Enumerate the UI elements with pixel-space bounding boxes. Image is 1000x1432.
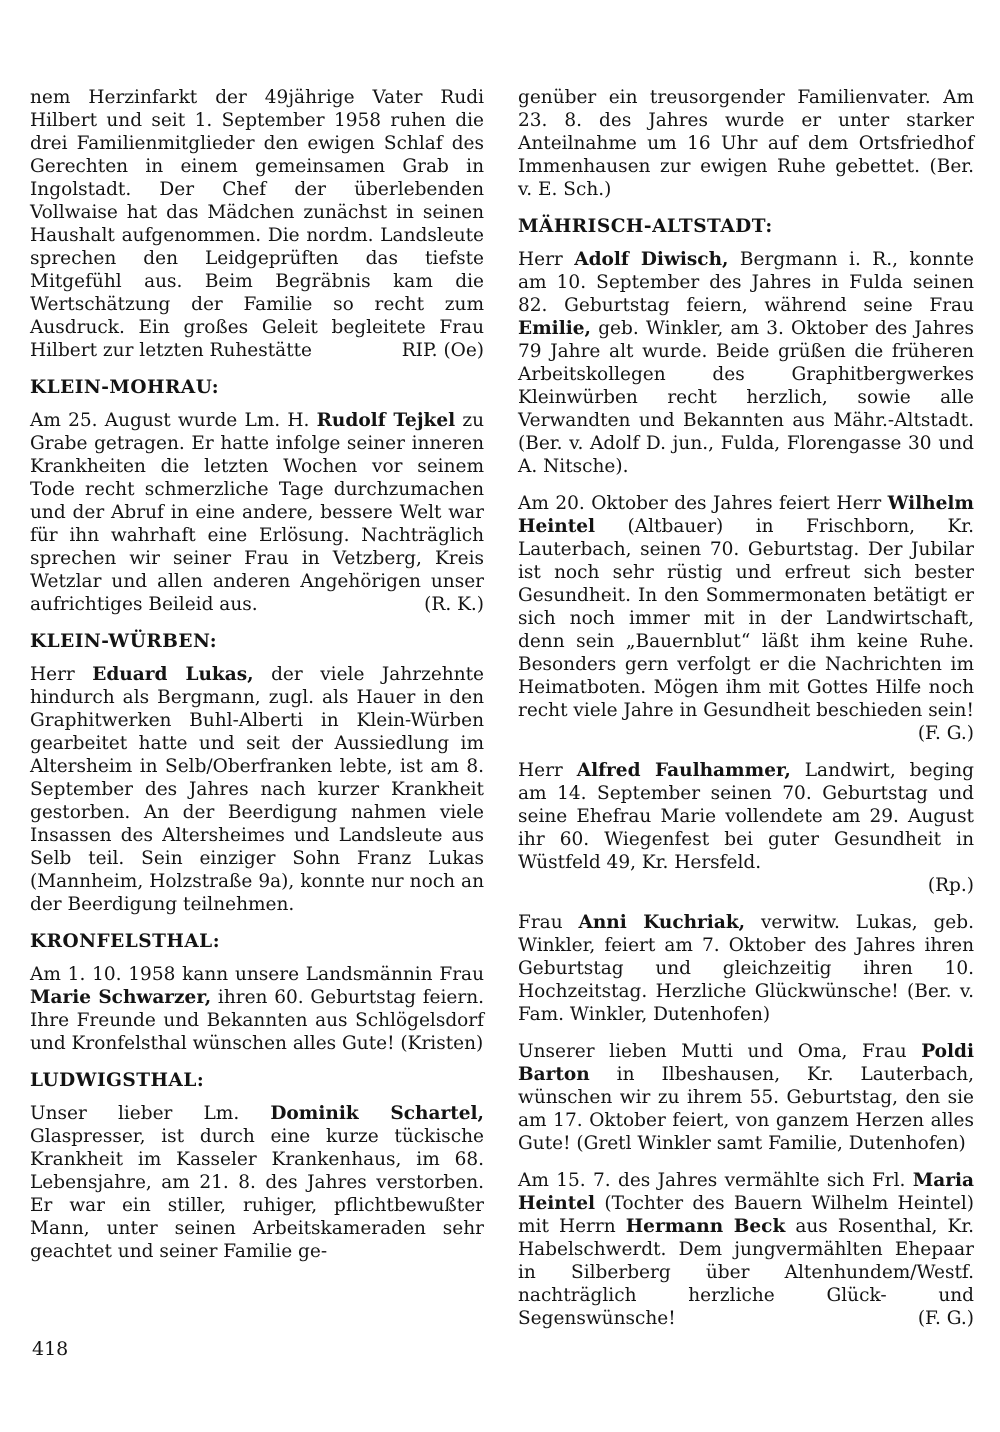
section-heading-klein-mohrau: KLEIN-MOHRAU: [30, 377, 220, 398]
birthday-schwarzer: Am 1. 10. 1958 kann unsere Landsmännin Frau Marie Schwarzer, ihren 60. Geburtstag feiern. Ihre Freunde und Bekannten aus Schlögelsdorf und Kronfelsthal wünschen alles Gute! (Kristen) [30, 964, 484, 1054]
birthday-kuchriak: Frau Anni Kuchriak, verwitw. Lukas, geb. Winkler, feiert am 7. Oktober des Jahres ihren Geburtstag und gleichzeitig ihren 10. Hochzeitstag. Herzliche Glückwünsche! (Ber. v. Fam. Winkler, Dutenhofen) [518, 912, 974, 1025]
right-column [518, 86, 974, 1330]
left-column [30, 86, 484, 1263]
signature: (F. G.) [917, 723, 974, 744]
obituary-schartel-continued: genüber ein treusorgender Familienvater. Am 23. 8. des Jahres wurde er unter starker Anteilnahme um 16 Uhr auf dem Ortsfriedhof Immenhausen zur ewigen Ruhe gebettet. (Ber. v. E. Sch.) [518, 87, 974, 200]
signature: (F. G.) [917, 1308, 974, 1329]
obituary-tejkel: Am 25. August wurde Lm. H. Rudolf Tejkel zu Grabe getragen. Er hatte infolge seiner inneren Krankheiten die letzten Wochen vor seinem Tode recht schmerzliche Tage durchzumachen und der Abruf in eine andere, bessere Welt war für ihn wahrhaft eine Erlösung. Nachträglich sprechen wir seiner Frau in Vetzberg, Kreis Wetzlar und allen anderen Angehörigen unser aufrichtiges Beileid aus. (R. K.) [30, 410, 484, 615]
signature: (R. K.) [424, 594, 484, 615]
birthday-faulhammer: Herr Alfred Faulhammer, Landwirt, beging am 14. September seinen 70. Geburtstag und seine Ehefrau Marie vollendete am 29. August ihr 60. Wiegenfest bei guter Gesundheit in Wüstfeld 49, Kr. Hersfeld. (Rp.) [518, 760, 974, 896]
page-number: 418 [32, 1338, 69, 1360]
birthday-wilhelm-heintel: Am 20. Oktober des Jahres feiert Herr Wilhelm Heintel (Altbauer) in Frischborn, Kr. Lauterbach, seinen 70. Geburtstag. Der Jubilar ist noch sehr rüstig und erfreut sich bester Gesundheit. In den Sommermonaten betätigt er sich noch immer mit in der Landwirtschaft, denn sein „Bauernblut“ läßt ihm keine Ruhe. Besonders gern verfolgt er die Nachrichten im Heimatboten. Mögen ihm mit Gottes Hilfe noch recht viele Jahre in Gesundheit beschieden sein! (F. G.) [518, 493, 974, 744]
signature: RIP. (Oe) [401, 340, 484, 361]
obituary-schartel: Unser lieber Lm. Dominik Schartel, Glaspresser, ist durch eine kurze tückische Krankheit im Kasseler Krankenhaus, im 68. Lebensjahre, am 21. 8. des Jahres verstorben. Er war ein stiller, ruhiger, pflichtbewußter Mann, unter seinen Arbeitskameraden sehr geachtet und seiner Familie ge- [30, 1103, 484, 1262]
birthday-diwisch: Herr Adolf Diwisch, Bergmann i. R., konnte am 10. September des Jahres in Fulda seinen 82. Geburtstag feiern, während seine Frau Emilie, geb. Winkler, am 3. Oktober des Jahres 79 Jahre alt wurde. Beide grüßen die früheren Arbeitskollegen des Graphitbergwerkes Kleinwürben recht herzlich, sowie alle Verwandten und Bekannten aus Mähr.-Altstadt. (Ber. v. Adolf D. jun., Fulda, Florengasse 30 und A. Nitsche). [518, 249, 974, 477]
signature: (Rp.) [927, 875, 974, 896]
obituary-hilbert: nem Herzinfarkt der 49jährige Vater Rudi Hilbert und seit 1. September 1958 ruhen die drei Familienmitglieder den ewigen Schlaf des Gerechten in einem gemeinsamen Grab in Ingolstadt. Der Chef der überlebenden Vollwaise hat das Mädchen zunächst in seinen Haushalt aufgenommen. Die nordm. Landsleute sprechen den Leidgeprüften das tiefste Mitgefühl aus. Beim Begräbnis kam die Wertschätzung der Familie so recht zum Ausdruck. Ein großes Geleit begleitete Frau Hilbert zur letzten Ruhestätte RIP. (Oe) [30, 87, 484, 361]
section-heading-maehrisch-altstadt: MÄHRISCH-ALTSTADT: [518, 216, 773, 237]
section-heading-ludwigsthal: LUDWIGSTHAL: [30, 1070, 205, 1091]
section-heading-klein-wuerben: KLEIN-WÜRBEN: [30, 631, 218, 652]
section-heading-kronfelsthal: KRONFELSTHAL: [30, 931, 221, 952]
wedding-heintel-beck: Am 15. 7. des Jahres vermählte sich Frl. Maria Heintel (Tochter des Bauern Wilhelm Heintel) mit Herrn Hermann Beck aus Rosenthal, Kr. Habelschwerdt. Dem jungvermählten Ehepaar in Silberberg über Altenhundem/Westf. nachträglich herzliche Glück- und Segenswünsche! (F. G.) [518, 1170, 975, 1329]
obituary-lukas: Herr Eduard Lukas, der viele Jahrzehnte hindurch als Bergmann, zugl. als Hauer in den Graphitwerken Buhl-Alberti in Klein-Würben gearbeitet hatte und seit der Aussiedlung im Altersheim in Selb/Oberfranken lebte, ist am 8. September des Jahres nach kurzer Krankheit gestorben. An der Beerdigung nahmen viele Insassen des Altersheimes und Landsleute aus Selb teil. Sein einziger Sohn Franz Lukas (Mannheim, Holzstraße 9a), konnte nur noch an der Beerdigung teilnehmen. [30, 664, 484, 915]
birthday-barton: Unserer lieben Mutti und Oma, Frau Poldi Barton in Ilbeshausen, Kr. Lauterbach, wünschen wir zu ihrem 55. Geburtstag, den sie am 17. Oktober feiert, von ganzem Herzen alles Gute! (Gretl Winkler samt Familie, Dutenhofen) [518, 1041, 974, 1154]
